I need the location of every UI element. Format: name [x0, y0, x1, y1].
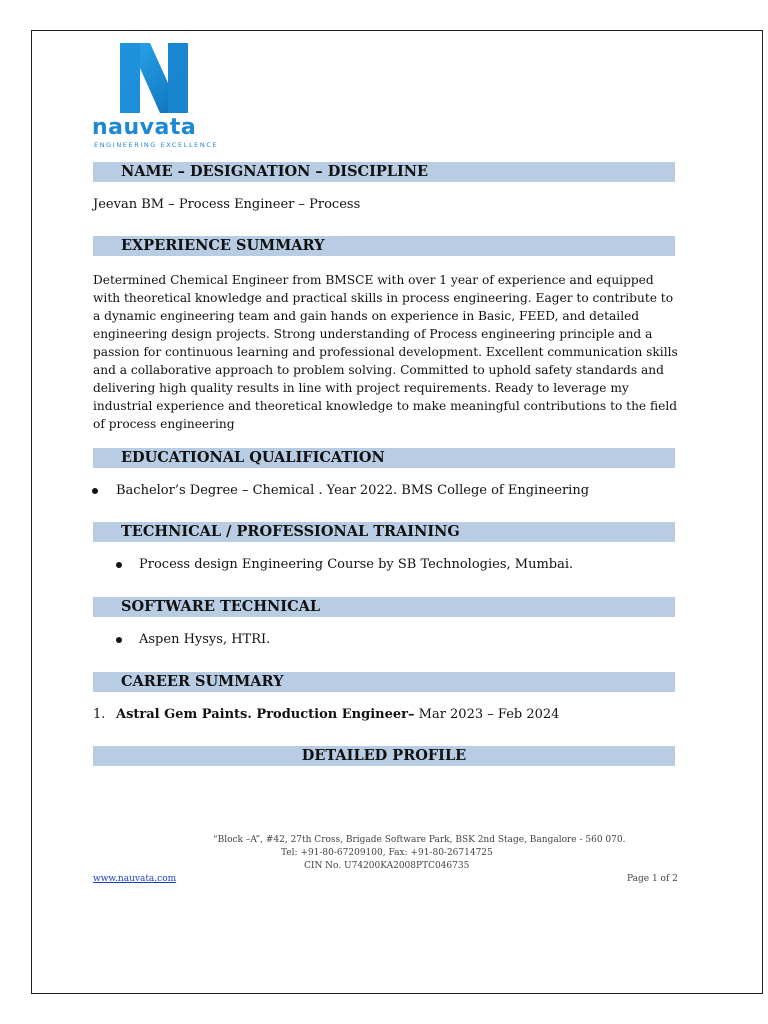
education-item: Bachelor’s Degree – Chemical . Year 2022. BMS College of Engineering [116, 483, 590, 498]
section-heading-education: EDUCATIONAL QUALIFICATION [93, 448, 675, 468]
footer-cin: CIN No. U74200KA2008PTC046735 [304, 861, 470, 871]
career-item [116, 707, 559, 722]
logo-tagline: ENGINEERING EXCELLENCE [94, 141, 219, 149]
bullet-icon [116, 562, 122, 568]
training-item: Process design Engineering Course by SB Technologies, Mumbai. [139, 557, 574, 572]
section-heading-name: NAME – DESIGNATION – DISCIPLINE [93, 162, 675, 182]
section-heading-training: TECHNICAL / PROFESSIONAL TRAINING [93, 522, 675, 542]
software-item: Aspen Hysys, HTRI. [139, 632, 271, 647]
name-designation-line: Jeevan BM – Process Engineer – Process [93, 197, 361, 212]
career-dates: Mar 2023 – Feb 2024 [414, 707, 560, 722]
section-heading-career: CAREER SUMMARY [93, 672, 675, 692]
section-heading-software: SOFTWARE TECHNICAL [93, 597, 675, 617]
section-heading-experience: EXPERIENCE SUMMARY [93, 236, 675, 256]
footer-phone: Tel: +91-80-67209100, Fax: +91-80-26714725 [281, 848, 493, 858]
footer-address: “Block –A”, #42, 27th Cross, Brigade Software Park, BSK 2nd Stage, Bangalore - 560 070. [213, 835, 626, 845]
bullet-icon [116, 637, 122, 643]
career-item-number: 1. [93, 707, 106, 722]
section-heading-detailed-profile: DETAILED PROFILE [93, 746, 675, 766]
experience-summary-text: Determined Chemical Engineer from BMSCE with over 1 year of experience and equipped with theoretical knowledge and practical skills in process engineering. Eager to contribute to a dynamic engineering team and gain hands on experience in Basic, FEED, and detailed engineering design projects. Strong understanding of Process engineering principle and a passion for continuous learning and professional development. Excellent communication skills and a collaborative approach to problem solving. Committed to uphold safety standards and delivering high quality results in line with project requirements. Ready to leverage my industrial experience and theoretical knowledge to make meaningful contributions to the field of process engineering [93, 273, 678, 431]
logo-wordmark: nauvata [92, 115, 197, 140]
career-company-role: Astral Gem Paints. Production Engineer– [116, 707, 415, 722]
footer-website-link[interactable]: www.nauvata.com [93, 874, 177, 884]
footer-page-number: Page 1 of 2 [627, 874, 678, 884]
bullet-icon [92, 488, 98, 494]
